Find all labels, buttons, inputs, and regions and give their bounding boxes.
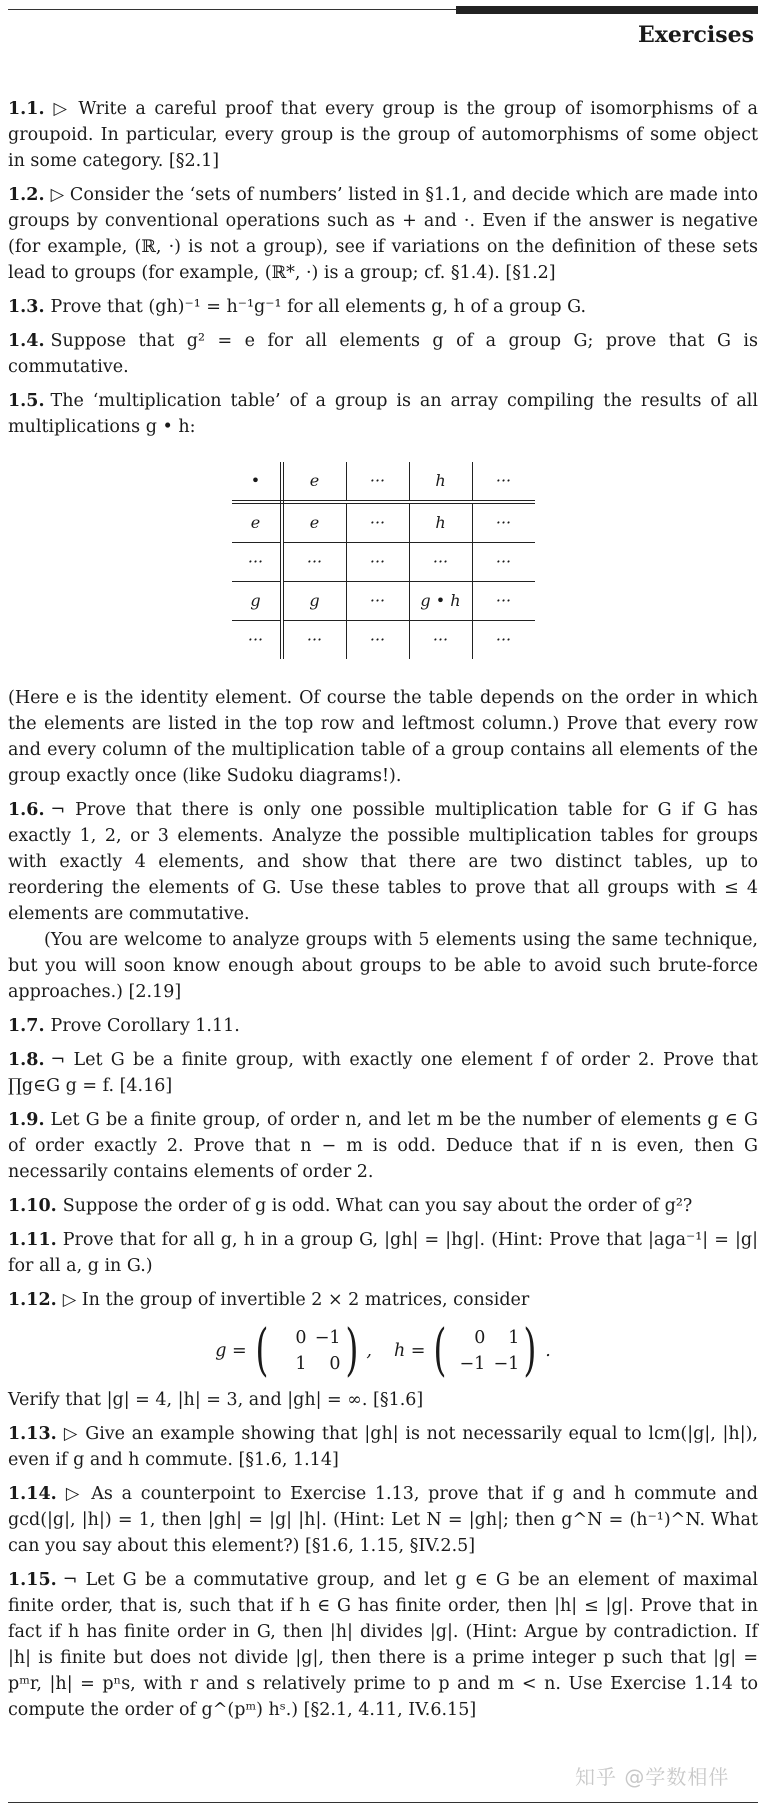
table-cell: ···	[346, 582, 409, 621]
matrix-g: ( 0 −1 1 0 )	[255, 1318, 359, 1383]
matrix-cell: −1	[459, 1354, 486, 1374]
page-title: Exercises	[638, 22, 754, 48]
table-cell: e	[232, 502, 282, 543]
table-row	[232, 543, 535, 582]
watermark: 知乎 @学数相伴	[575, 1765, 730, 1789]
table-cell: ···	[282, 621, 347, 660]
multiplication-table-wrap	[8, 462, 758, 659]
exercise-1-12: 1.12. ▷ In the group of invertible 2 × 2 matrices, consider g = ( 0 −1 1 0 ) , h = ( 0 1 −1 −1 ) . Verify that |g| = 4, |h| = 3, and |gh| = ∞. [§1.6]	[8, 1287, 758, 1413]
table-cell: •	[232, 462, 282, 502]
matrix-cell: −1	[314, 1328, 341, 1348]
table-cell: e	[282, 462, 347, 502]
table-cell: ···	[409, 621, 472, 660]
table-cell: g • h	[409, 582, 472, 621]
exercise-1-10: 1.10. Suppose the order of g is odd. What can you say about the order of g²?	[8, 1196, 693, 1216]
exercise-1-3: 1.3. Prove that (gh)⁻¹ = h⁻¹g⁻¹ for all elements g, h of a group G.	[8, 297, 587, 317]
multiplication-table	[232, 462, 535, 659]
exercise-1-15: 1.15. ¬ Let G be a commutative group, and let g ∈ G be an element of maximal finite order, that is, such that if h ∈ G has finite order, then |h| ≤ |g|. Prove that in fact if h has finite order in G, then |h| divides |g|. (Hint: Argue by contradiction. If |h| is finite but does not divide |g|, then there is a prime integer p such that |g| = pᵐr, |h| = pⁿs, with r and s relatively prime to p and m < n. Use Exercise 1.14 to compute the order of g^(pᵐ) hˢ.) [§2.1, 4.11, IV.6.15]	[8, 1570, 758, 1720]
table-cell: ···	[346, 621, 409, 660]
matrix-end: .	[545, 1341, 551, 1361]
table-cell: ···	[495, 630, 512, 649]
exercise-1-12-continuation: Verify that |g| = 4, |h| = 3, and |gh| = ∞. [§1.6]	[8, 1390, 424, 1410]
table-row	[232, 621, 535, 660]
matrix-cell: 1	[295, 1354, 307, 1374]
header-rule-thick	[456, 6, 758, 14]
exercise-1-2: 1.2. ▷ Consider the ‘sets of numbers’ listed in §1.1, and decide which are made into groups by conventional operations such as + and ·. Even if the answer is negative (for example, (ℝ, ·) is not a group), see if variations on the definition of these sets lead to groups (for example, (ℝ*, ·) is a group; cf. §1.4). [§1.2]	[8, 185, 758, 283]
table-cell: ···	[232, 543, 282, 582]
matrix-g-label: g =	[215, 1341, 247, 1361]
exercise-1-5: 1.5. The ‘multiplication table’ of a group is an array compiling the results of all multiplications g • h: • e ··· h ··· e e ··· h ··· ··· ··· ··· ··· ··· g g ··· g • h ··· ··· ··· ··· ··· ··· (Here e is the identity element. Of course the table depends on the order in which the elements are listed in the top row and leftmost column.) Prove that every row and every column of the multiplication table of a group contains all elements of the group exactly once (like Sudoku diagrams!).	[8, 388, 758, 789]
table-cell: ···	[232, 621, 282, 660]
table-cell: ···	[346, 462, 409, 502]
table-cell: ···	[472, 462, 535, 502]
exercise-1-1: 1.1. ▷ Write a careful proof that every group is the group of isomorphisms of a groupoid. In particular, every group is the group of automorphisms of some object in some category. [§2.1]	[8, 99, 758, 171]
exercise-1-14: 1.14. ▷ As a counterpoint to Exercise 1.13, prove that if g and h commute and gcd(|g|, |h|) = 1, then |gh| = |g| |h|. (Hint: Let N = |gh|; then g^N = (h⁻¹)^N. What can you say about this element?) [§1.6, 1.15, §IV.2.5]	[8, 1484, 758, 1556]
table-cell: e	[282, 502, 347, 543]
table-cell: ···	[472, 502, 535, 543]
exercise-1-9: 1.9. Let G be a finite group, of order n, and let m be the number of elements g ∈ G of order exactly 2. Prove that n − m is odd. Deduce that if n is even, then G necessarily contains elements of order 2.	[8, 1110, 758, 1182]
table-cell: ···	[346, 543, 409, 582]
footer-rule	[8, 1802, 758, 1803]
table-cell: h	[409, 462, 472, 502]
exercise-1-11: 1.11. Prove that for all g, h in a group G, |gh| = |hg|. (Hint: Prove that |aga⁻¹| = |g| for all a, g in G.)	[8, 1230, 758, 1276]
exercise-1-8: 1.8. ¬ Let G be a finite group, with exactly one element f of order 2. Prove that ∏g∈G g = f. [4.16]	[8, 1050, 758, 1096]
header-rule-thin	[8, 9, 456, 10]
table-cell: h	[409, 502, 472, 543]
table-row	[232, 462, 535, 502]
table-row	[232, 582, 535, 621]
exercise-1-13: 1.13. ▷ Give an example showing that |gh| is not necessarily equal to lcm(|g|, |h|), even if g and h commute. [§1.6, 1.14]	[8, 1424, 758, 1470]
exercise-1-6-para2: (You are welcome to analyze groups with 5 elements using the same technique, but you will soon know enough about groups to be able to avoid such brute-force approaches.) [2.19]	[8, 930, 758, 1002]
exercise-1-5-continuation: (Here e is the identity element. Of course the table depends on the order in which the elements are listed in the top row and leftmost column.) Prove that every row and every column of the multiplication table of a group contains all elements of the group exactly once (like Sudoku diagrams!).	[8, 688, 758, 786]
matrix-cell: 0	[329, 1354, 341, 1374]
exercise-list	[8, 96, 758, 1731]
exercise-1-6: 1.6. ¬ Prove that there is only one possible multiplication table for G if G has exactly 1, 2, or 3 elements. Analyze the possible multiplication tables for groups with exactly 4 elements, and show that there are two distinct tables, up to reordering the elements of G. Use these tables to prove that all groups with ≤ 4 elements are commutative. (You are welcome to analyze groups with 5 elements using the same technique, but you will soon know enough about groups to be able to avoid such brute-force approaches.) [2.19]	[8, 797, 758, 1005]
matrix-cell: 1	[508, 1328, 520, 1348]
table-cell: g	[232, 582, 282, 621]
matrix-cell: 0	[295, 1328, 307, 1348]
matrix-cell: −1	[493, 1354, 520, 1374]
table-row	[232, 502, 535, 543]
matrix-h-label: h =	[393, 1341, 426, 1361]
matrix-h: ( 0 1 −1 −1 )	[433, 1318, 537, 1383]
exercise-1-4: 1.4. Suppose that g² = e for all elements g of a group G; prove that G is commutative.	[8, 331, 758, 377]
matrix-cell: 0	[474, 1328, 486, 1348]
matrix-separator: ,	[366, 1341, 372, 1361]
table-cell: ···	[472, 543, 535, 582]
table-cell: ···	[282, 543, 347, 582]
table-cell: ···	[472, 582, 535, 621]
table-cell: ···	[409, 543, 472, 582]
table-cell: ···	[346, 502, 409, 543]
exercise-1-7: 1.7. Prove Corollary 1.11.	[8, 1016, 240, 1036]
table-cell: g	[282, 582, 347, 621]
